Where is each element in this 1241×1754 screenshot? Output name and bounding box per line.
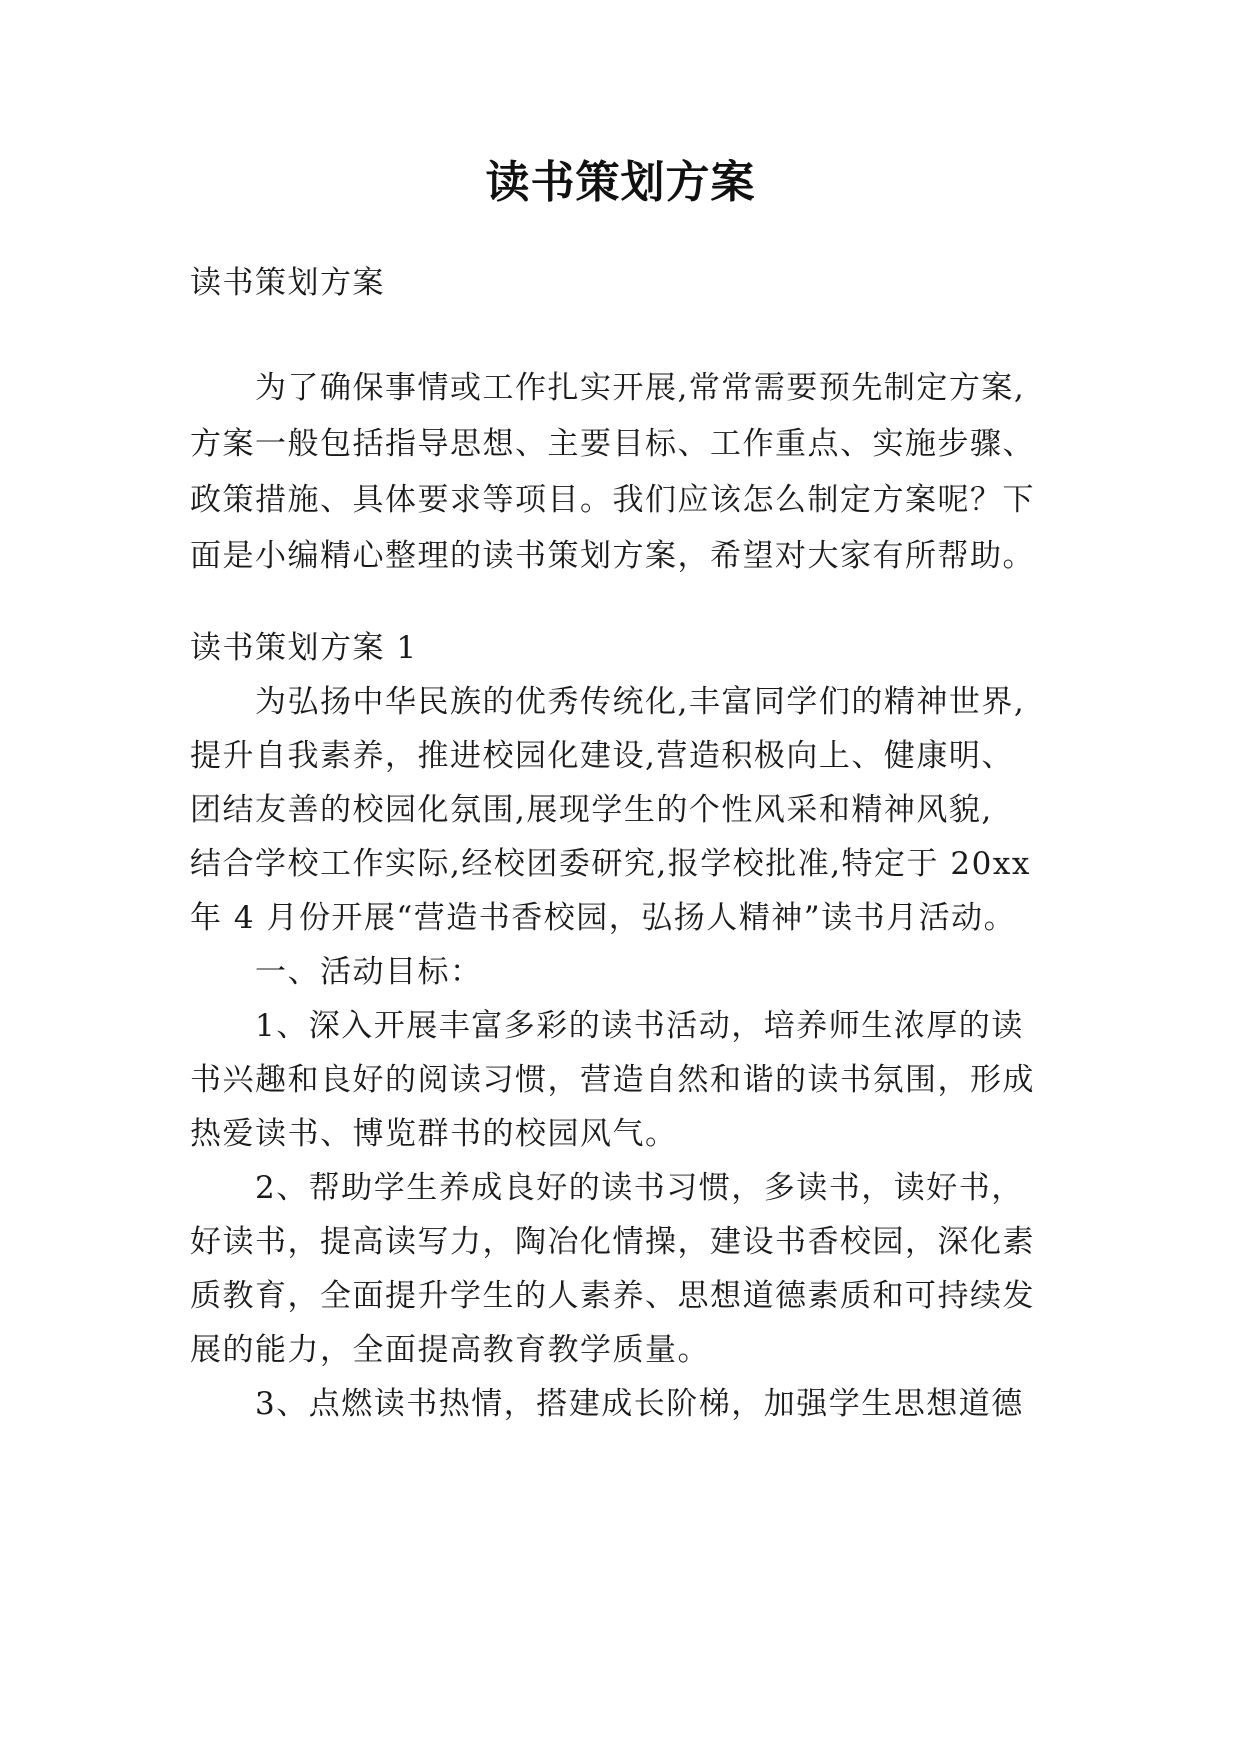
section-line: 质教育，全面提升学生的人素养、思想道德素质和可持续发 [190,1278,1035,1314]
section-line: 团结友善的校园化氛围,展现学生的个性风采和精神风貌, [190,792,993,828]
intro-line: 方案一般包括指导思想、主要目标、工作重点、实施步骤、 [190,426,1035,462]
document-title: 读书策划方案 [485,157,756,208]
section-line: 2、帮助学生养成良好的读书习惯，多读书，读好书， [255,1170,1024,1206]
intro-line: 政策措施、具体要求等项目。我们应该怎么制定方案呢？下 [190,482,1035,518]
section-line: 好读书，提高读写力，陶冶化情操，建设书香校园，深化素 [190,1224,1035,1260]
section-heading: 读书策划方案 1 [190,630,418,666]
intro-line: 为了确保事情或工作扎实开展,常常需要预先制定方案, [255,370,1026,406]
section-line: 提升自我素养，推进校园化建设,营造积极向上、健康明、 [190,738,1014,774]
section-line: 展的能力，全面提高教育教学质量。 [190,1332,710,1368]
section-line: 年 4 月份开展“营造书香校园，弘扬人精神”读书月活动。 [190,900,1017,936]
section-line: 书兴趣和良好的阅读习惯，营造自然和谐的读书氛围，形成 [190,1062,1035,1098]
section-line: 热爱读书、博览群书的校园风气。 [190,1116,678,1152]
section-line: 结合学校工作实际,经校团委研究,报学校批准,特定于 20xx [190,846,1031,882]
intro-line: 面是小编精心整理的读书策划方案，希望对大家有所帮助。 [190,538,1035,574]
section-line: 3、点燃读书热情，搭建成长阶梯，加强学生思想道德 [255,1386,1024,1422]
document-subtitle: 读书策划方案 [190,265,385,301]
section-line: 一、活动目标： [255,954,483,990]
section-line: 1、深入开展丰富多彩的读书活动，培养师生浓厚的读 [255,1008,1024,1044]
section-line: 为弘扬中华民族的优秀传统化,丰富同学们的精神世界, [255,684,1026,720]
